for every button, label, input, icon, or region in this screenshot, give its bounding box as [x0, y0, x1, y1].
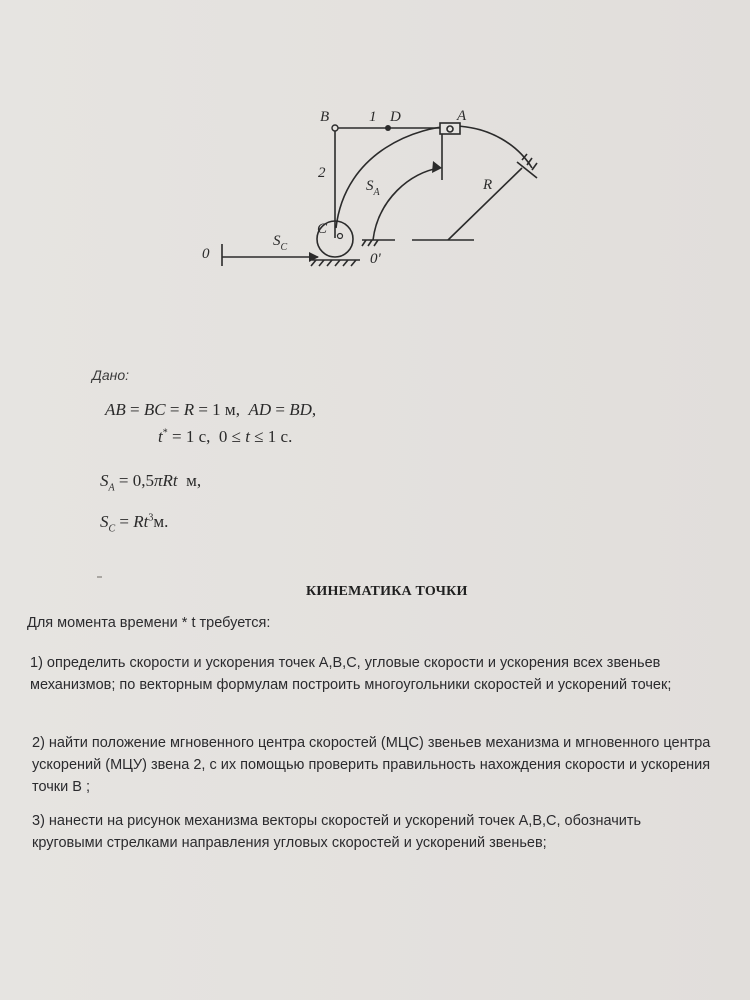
label-r: R	[483, 177, 493, 193]
joint-c	[338, 234, 343, 239]
task-item-3: 3) нанести на рисунок механизма векторы скоростей и ускорений точек A,B,C, обозначить круговыми стрелками направления угловых скоростей и ускорений звеньев;	[32, 813, 642, 851]
section-heading: КИНЕМАТИКА ТОЧКИ	[306, 584, 468, 599]
joint-b	[332, 125, 338, 131]
label-a: A	[457, 108, 467, 124]
label-d: D	[390, 109, 401, 125]
task-item-1: 1) определить скорости и ускорения точек A,B,C, угловые скорости и ускорения всех звеньев механизмов; по векторным формулам построить многоугольники скоростей и ускорений точек;	[30, 655, 672, 693]
label-sc: $S_C$	[273, 233, 288, 253]
label-sa: $S_A$	[366, 178, 380, 198]
given-label: Дано:	[92, 367, 130, 383]
given-formula-3: $S_A = 0,5\pi Rt$ м,	[100, 471, 202, 494]
task-item-2: 2) найти положение мгновенного центра скоростей (МЦС) звеньев механизма и мгновенного центра ускорений (МЦУ) звена 2, с их помощью проверить правильность нахождения скорости и ускорения точки B ;	[32, 735, 711, 795]
sa-arc	[373, 168, 440, 240]
label-1: 1	[369, 109, 377, 125]
label-b: B	[320, 109, 330, 125]
label-o: 0	[202, 246, 210, 262]
given-formula-4: $S_C = Rt^3м$.	[100, 512, 169, 535]
label-2: 2	[318, 165, 326, 181]
point-d	[385, 125, 391, 131]
given-formula-2: t* = 1 c, 0 ≤ t ≤ 1 c.	[158, 427, 293, 446]
guide-arc	[336, 126, 532, 228]
given-formula-1: AB = BC = R = 1 м, AD = BD,	[105, 400, 317, 419]
task-intro: Для момента времени * t требуется:	[27, 615, 271, 631]
label-o-prime: 0'	[370, 251, 381, 267]
label-c: C	[317, 221, 328, 237]
pen-mark	[97, 576, 102, 578]
mechanism-diagram	[0, 0, 750, 300]
